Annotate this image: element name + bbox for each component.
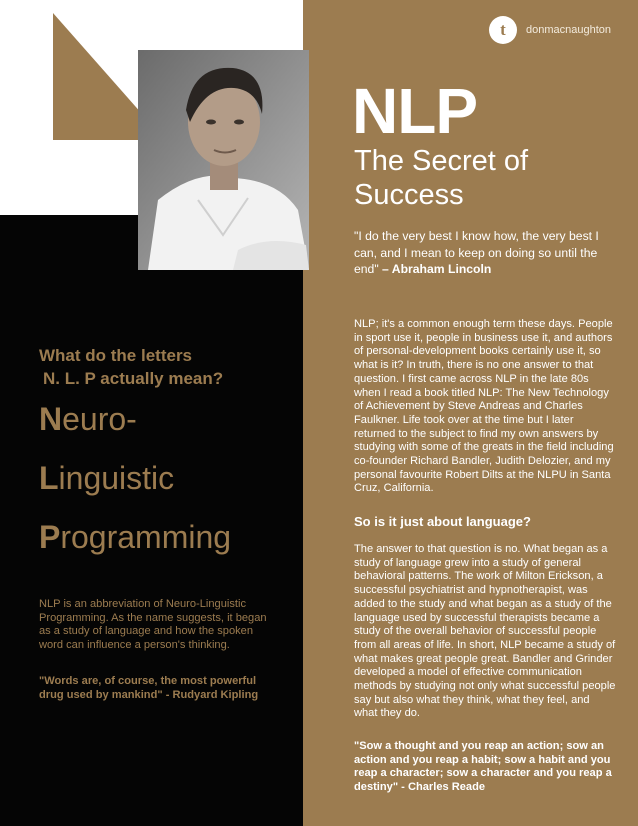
nlp-definition: NLP is an abbreviation of Neuro-Linguistic Programming. As the name suggests, it began as a study of language and how the spoken word can influence a person's thinking. [39,598,267,652]
sidebar-question-line-1: What do the letters [39,346,193,365]
acronym-word-programming [39,518,231,556]
lincoln-quote [354,228,614,278]
lincoln-quote-author: Abraham Lincoln [391,262,492,276]
kipling-quote: "Words are, of course, the most powerful drug used by mankind" - Rudyard Kipling [39,675,259,701]
brand-name[interactable]: donmacnaughton [526,24,612,36]
acronym-word-linguistic [39,459,174,497]
article-answer-paragraph: The answer to that question is no. What began as a study of language grew into a study of general behavioral patterns. The work of Milton Erickson, a successful psychiatrist and hypnotherapist, was added to the study and what began as a study of the language used by successful therapists became a study of the overall behavior of successful people from all areas of life. In short, NLP became a study of what makes great people great. Bandler and Grinder developed a model of effective communication methods by studying not only what successful people say but also what they think, what they feel, and what they do. [354,543,616,720]
article-intro-paragraph: NLP; it's a common enough term these days. People in sport use it, people in business use it, and authors of personal-development books certainly use it, so what is it? In truth, there is no one answer to that question. I first came across NLP in the late 80s when I read a book titled NLP: The New Technology of Achievement by Steve Andreas and Charles Faulkner. Life took over at the time but I later returned to the subject to find my own answers by studying with some of the greats in the field including co-founder Richard Bandler, Judith Delozier, and my personal favourite Robert Dilts at the NLPU in Santa Cruz, California. [354,318,614,495]
acronym-word-neuro [39,400,137,438]
acronym-rest: rogramming [60,519,232,555]
sidebar-question-line-2: N. L. P actually mean? [43,369,224,388]
reade-quote: "Sow a thought and you reap an action; sow an action and you reap a habit; sow a habit and you reap a character; sow a character and you reap a destiny" - Charles Reade [354,740,612,794]
acronym-rest: euro- [62,401,137,437]
author-portrait-photo [138,50,309,270]
acronym-letter: N [39,401,63,437]
section-heading: So is it just about language? [354,514,531,529]
page-title: NLP [352,75,477,147]
lincoln-quote-text: "I do the very best I know how, the very best I can, and I mean to keep on doing so until the end" [354,229,599,276]
acronym-rest: inguistic [58,460,175,496]
acronym-letter: P [39,519,61,555]
page-subtitle: The Secret of Success [354,145,529,211]
tumblr-logo-icon: t [489,16,517,44]
lincoln-quote-dash: – [378,262,392,276]
acronym-letter: L [39,460,59,496]
brand-badge[interactable] [489,16,611,44]
sidebar-question [39,344,289,390]
